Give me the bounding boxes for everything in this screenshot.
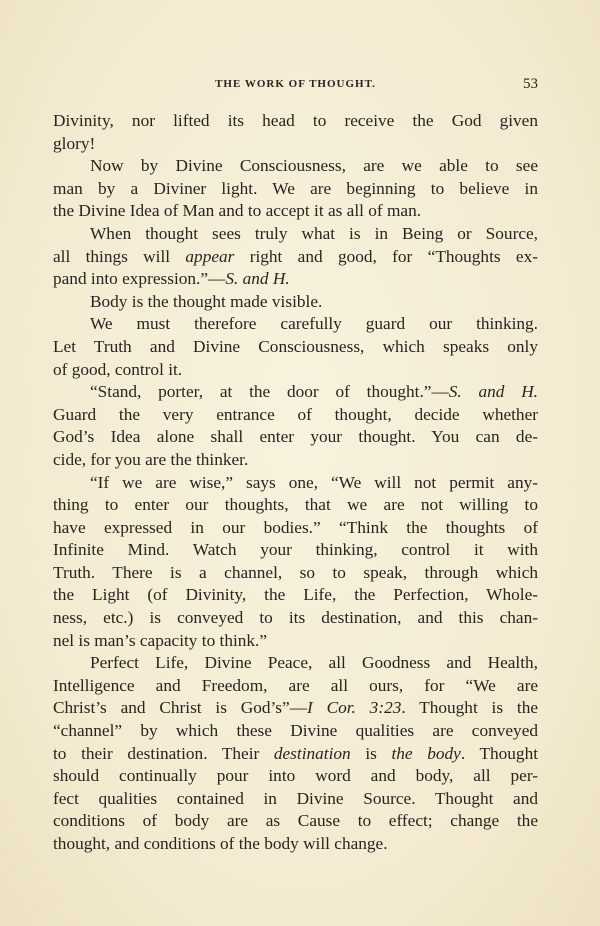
text-line — [53, 562, 538, 585]
text-segment: the Divine Idea of Man and to accept it as all of man. — [53, 201, 422, 221]
italic-text: S. and H. — [448, 382, 538, 402]
text-segment: Truth. There is a channel, so to speak, through which — [53, 562, 538, 582]
text-segment: Intelligence and Freedom, are all ours, for “We are — [53, 675, 538, 695]
text-line — [53, 404, 538, 427]
text-segment: to their destination. Their — [53, 743, 274, 763]
text-line — [53, 833, 538, 856]
text-segment: Divinity, nor lifted its head to receive the God given — [53, 111, 538, 130]
text-segment: Infinite Mind. Watch your thinking, control it with — [53, 540, 538, 560]
text-line — [53, 472, 538, 495]
text-segment: fect qualities contained in Divine Source. Thought and — [53, 788, 538, 808]
text-segment: . Thought is the — [401, 698, 539, 718]
text-line — [53, 313, 538, 336]
text-segment: We must therefore carefully guard our thinking. — [90, 314, 538, 334]
page-body-text — [53, 110, 538, 856]
text-line — [53, 810, 538, 833]
text-line — [53, 494, 538, 517]
text-line — [53, 178, 538, 201]
text-line — [53, 359, 538, 382]
italic-text: destination — [273, 743, 351, 763]
running-title: THE WORK OF THOUGHT. — [215, 78, 376, 90]
text-line — [53, 652, 538, 675]
text-line — [53, 200, 538, 223]
text-segment: When thought sees truly what is in Being or Source, — [90, 223, 538, 243]
page-header — [53, 76, 538, 96]
text-segment: Guard the very entrance of thought, decide whether — [53, 404, 538, 424]
text-line — [53, 268, 538, 291]
text-segment: “channel” by which these Divine qualities are conveyed — [53, 721, 538, 741]
text-segment: glory! — [53, 133, 96, 153]
text-line — [53, 223, 538, 246]
text-segment: Now by Divine Consciousness, are we able to see — [90, 156, 538, 176]
text-segment: Christ’s and Christ is God’s”— — [53, 698, 307, 718]
page-number: 53 — [523, 76, 538, 92]
text-segment: conditions of body are as Cause to effect; change the — [53, 811, 538, 831]
text-line — [53, 110, 538, 133]
italic-text: I Cor. 3:23 — [307, 698, 402, 718]
text-line — [53, 630, 538, 653]
text-segment: “Stand, porter, at the door of thought.”— — [90, 382, 449, 402]
text-segment: Body is the thought made visible. — [90, 291, 323, 311]
italic-text: the body — [391, 743, 461, 763]
text-segment: Let Truth and Divine Consciousness, which speaks only — [53, 336, 538, 356]
text-line — [53, 426, 538, 449]
text-line — [53, 743, 538, 766]
text-segment: . Thought — [460, 743, 539, 763]
text-segment: right and good, for “Thoughts ex- — [234, 246, 538, 266]
text-line — [53, 720, 538, 743]
text-line — [53, 381, 538, 404]
text-line — [53, 539, 538, 562]
text-segment: “If we are wise,” says one, “We will not permit any- — [90, 472, 538, 492]
text-segment: of good, control it. — [53, 359, 183, 379]
text-line — [53, 788, 538, 811]
text-line — [53, 765, 538, 788]
text-segment: have expressed in our bodies.” “Think the thoughts of — [53, 517, 538, 537]
text-line — [53, 336, 538, 359]
text-line — [53, 675, 538, 698]
text-segment: God’s Idea alone shall enter your thought. You can de- — [53, 427, 538, 447]
text-line — [53, 517, 538, 540]
text-segment: should continually pour into word and body, all per- — [53, 766, 538, 786]
text-segment: the Light (of Divinity, the Life, the Perfection, Whole- — [53, 585, 538, 605]
text-line — [53, 607, 538, 630]
text-line — [53, 246, 538, 269]
text-segment: thought, and conditions of the body will change. — [53, 834, 388, 853]
text-segment: thing to enter our thoughts, that we are not willing to — [53, 495, 538, 515]
text-segment: pand into expression.”— — [53, 269, 226, 289]
text-line — [53, 697, 538, 720]
text-segment: man by a Diviner light. We are beginning to believe in — [53, 178, 538, 198]
text-segment: Perfect Life, Divine Peace, all Goodness and Health, — [90, 653, 538, 673]
text-segment: all things will — [53, 246, 186, 266]
text-segment: ness, etc.) is conveyed to its destination, and this chan- — [53, 608, 538, 628]
text-line — [53, 584, 538, 607]
text-segment: is — [350, 743, 392, 763]
text-line — [53, 291, 538, 314]
text-segment: nel is man’s capacity to think.” — [53, 630, 268, 650]
text-line — [53, 133, 538, 156]
text-line — [53, 155, 538, 178]
italic-text: S. and H. — [225, 269, 290, 289]
italic-text: appear — [185, 246, 235, 266]
text-segment: cide, for you are the thinker. — [53, 449, 249, 469]
text-line — [53, 449, 538, 472]
